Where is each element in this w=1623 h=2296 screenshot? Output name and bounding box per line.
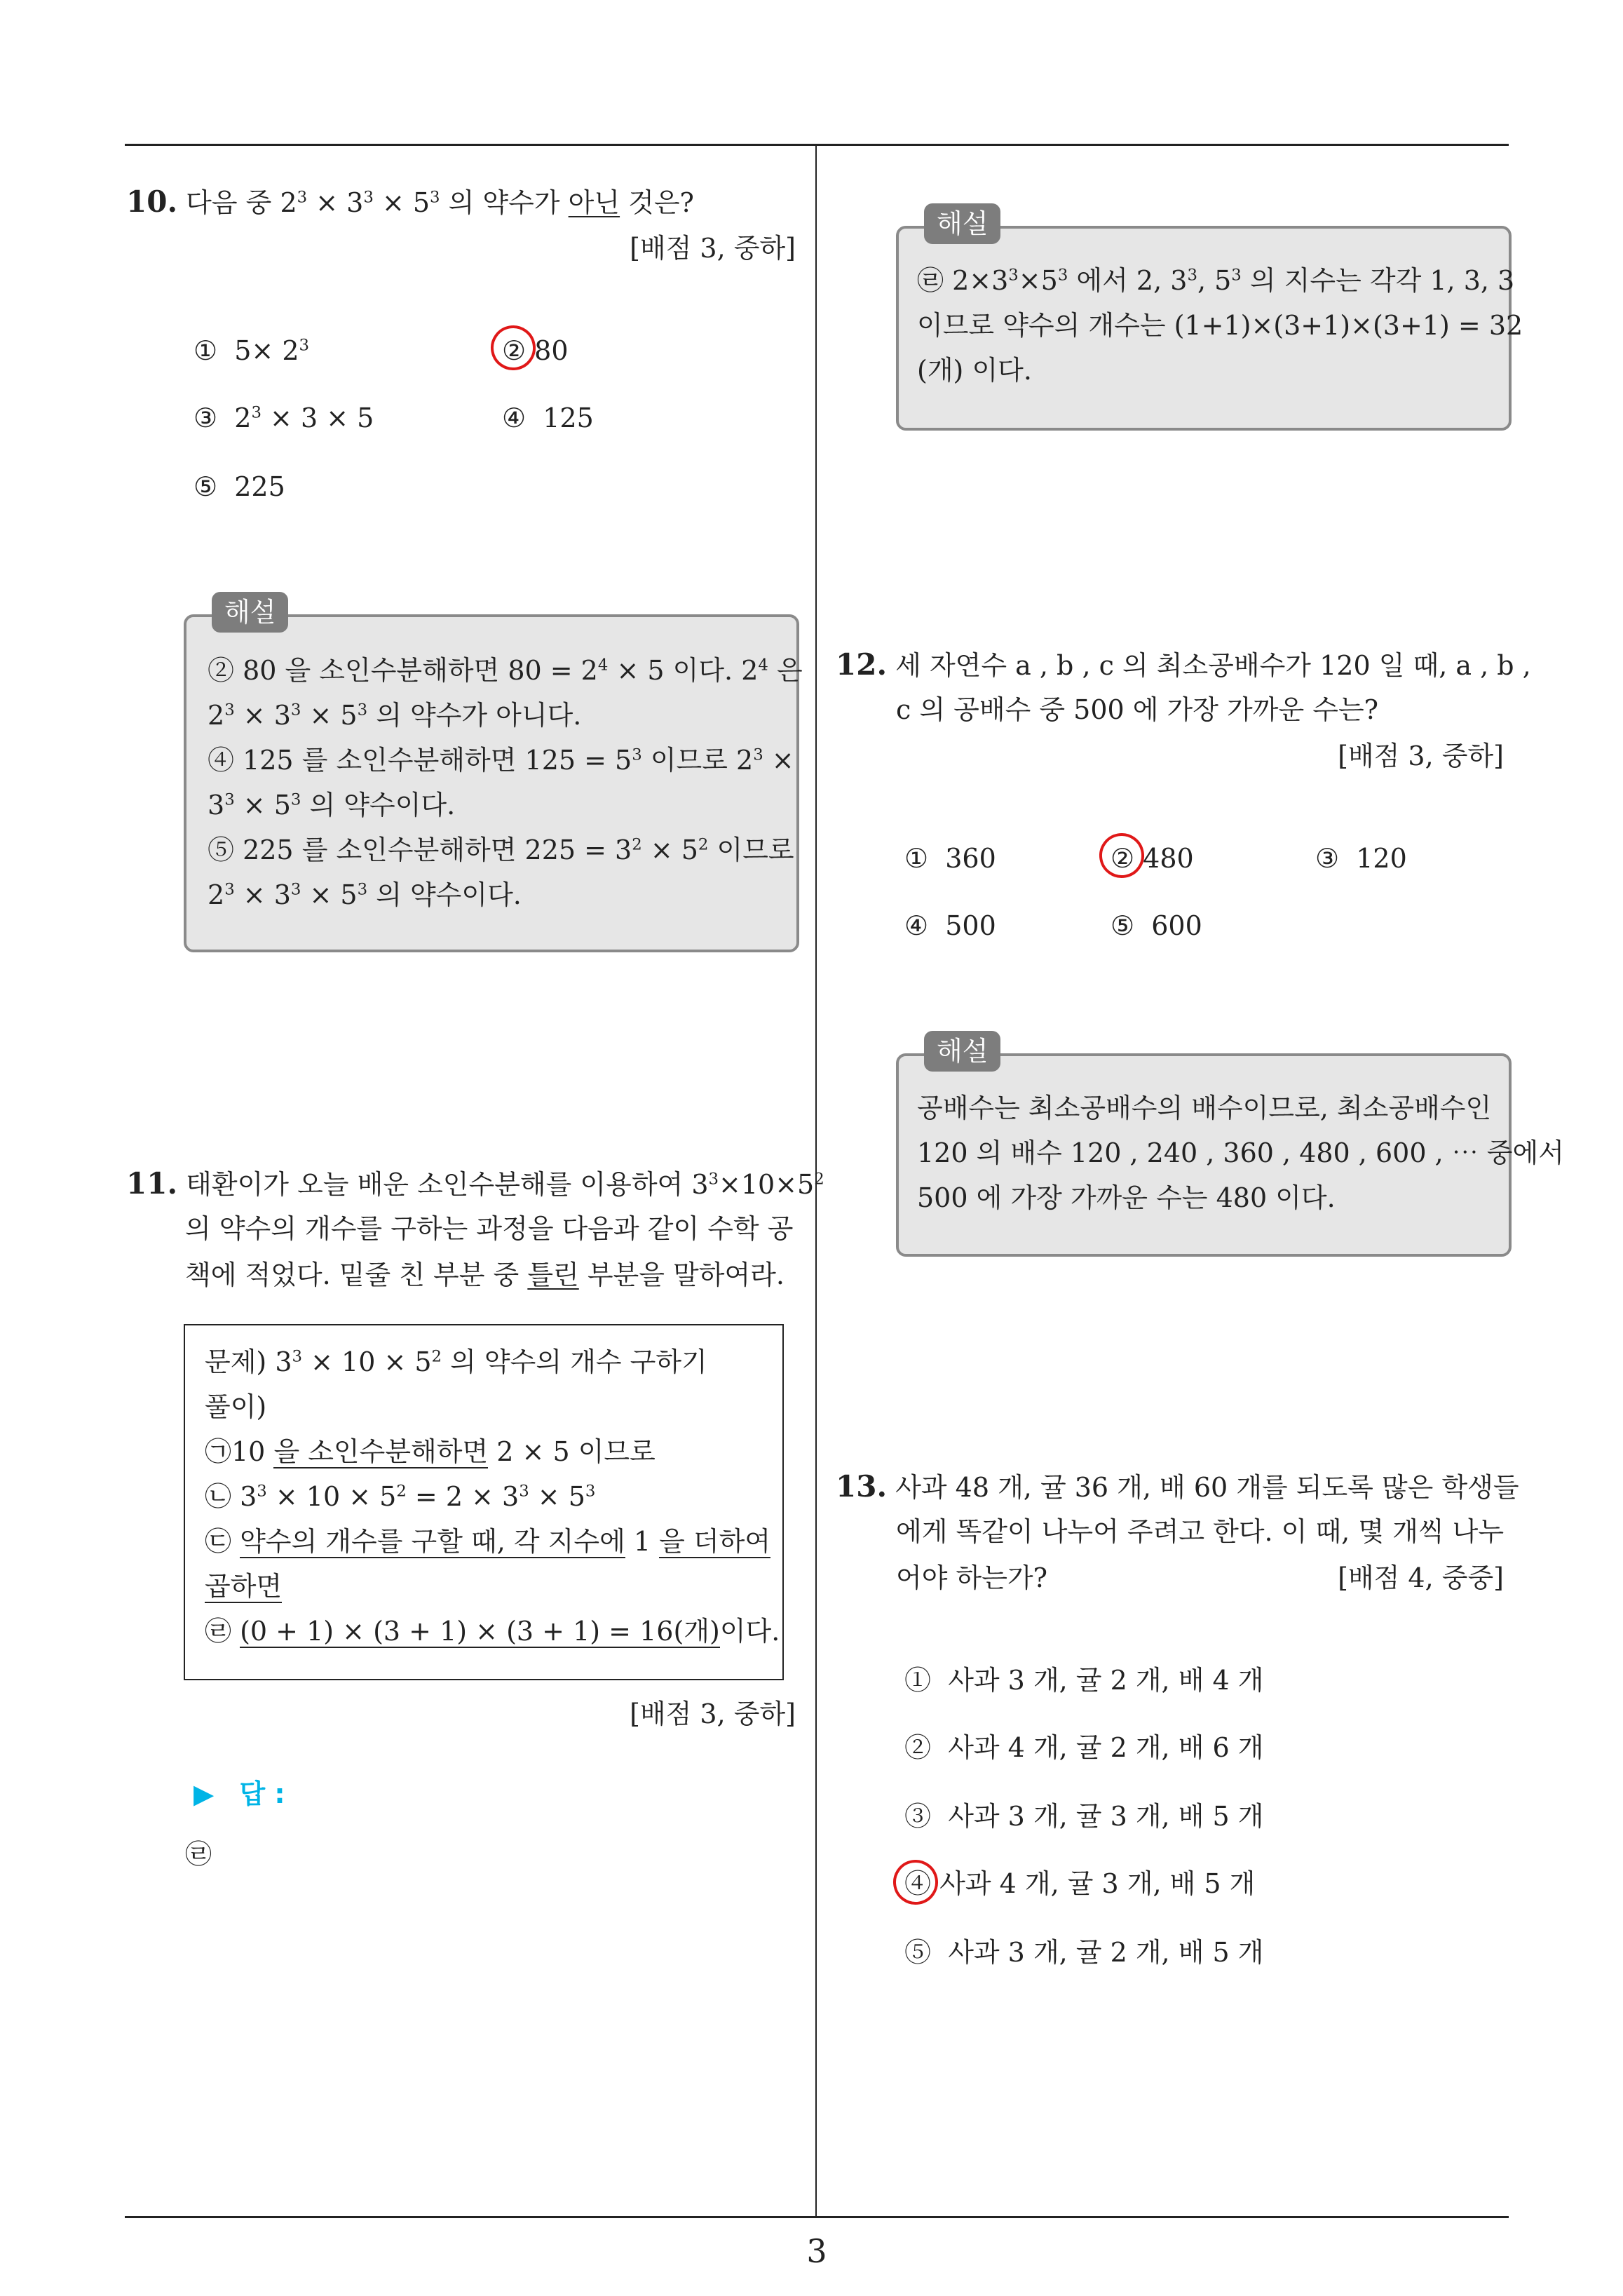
q10-explanation-tag: 해설 xyxy=(212,592,288,633)
q13-option-5[interactable]: ⑤ 사과 3 개, 귤 2 개, 배 5 개 xyxy=(904,1937,1264,1968)
side-explanation-tag: 해설 xyxy=(924,203,1000,244)
q12-option-2[interactable]: ② 480 xyxy=(1111,843,1194,874)
q12-explanation-text: 공배수는 최소공배수의 배수이므로, 최소공배수인 120 의 배수 120 , 240 , 360 , 480 , 600 , ⋯ 중에서 500 에 가장 가까운 수는 480 이다. xyxy=(917,1093,1564,1213)
q10-stem: 10. 다음 중 $2^3 \times 3^3 \times 5^3$ 의 약수가 아닌 것은? xyxy=(126,184,694,219)
answer-label: 답 : xyxy=(239,1778,285,1809)
q13-stem-line1: 13. 사과 48 개, 귤 36 개, 배 60 개를 되도록 많은 학생들 xyxy=(836,1469,1519,1504)
q11-answer: ㉣ xyxy=(185,1839,212,1870)
q10-option-3[interactable]: ③ $2^3 \times 3 \times 5$ xyxy=(193,403,374,433)
q13-stem-line2: 에게 똑같이 나누어 주려고 한다. 이 때, 몇 개씩 나누 xyxy=(896,1516,1505,1547)
q11-answer-row xyxy=(193,1773,285,1815)
q12-explanation-tag: 해설 xyxy=(924,1031,1000,1072)
q11-solution-text: 문제) $3^3 \times 10 \times 5^2$ 의 약수의 개수 구하기 풀이) ㉠10 을 소인수분해하면 2 × 5 이므로 ㉡ $3^3 \times 10 \times 5^2 = 2 \times 3^3 \times 5^3$ ㉢ 약수의 개수를 구할 때, 각 지수에 1 을 더하여 곱하면 ㉣ (0 + 1) × (3 + 1) × (3 + 1) = 16(개)이다. xyxy=(205,1346,780,1647)
page-number: 3 xyxy=(806,2232,827,2270)
bottom-rule xyxy=(125,2216,1509,2218)
q12-stem-line2: c 의 공배수 중 500 에 가장 가까운 수는? xyxy=(896,694,1379,725)
q13-score: [배점 4, 중중] xyxy=(1338,1562,1504,1593)
q12-option-3[interactable]: ③ 120 xyxy=(1315,843,1407,874)
q11-stem-line3: 책에 적었다. 밑줄 친 부분 중 틀린 부분을 말하여라. xyxy=(185,1260,785,1290)
side-explanation-text: ㉣ $2\times 3^3\times 5^3$ 에서 2, $3^3$, $5^3$ 의 지수는 각각 1, 3, 3 이므로 약수의 개수는 (1+1)×(3+1)×(3+1) = 32 (개) 이다. xyxy=(917,265,1523,386)
top-rule xyxy=(125,144,1509,146)
q13-option-4[interactable]: ④ 사과 4 개, 귤 3 개, 배 5 개 xyxy=(904,1868,1256,1899)
q10-explanation-text: ② 80 을 소인수분해하면 $80 = 2^4 \times 5$ 이다. $2^4$ 은 $2^3 \times 3^3 \times 5^3$ 의 약수가 아니다. ④ 125 를 소인수분해하면 $125 = 5^3$ 이므로 $2^3$ × $3^3 \times 5^3$ 의 약수이다. ⑤ 225 를 소인수분해하면 $225 = 3^2 \times 5^2$ 이므로 $2^3 \times 3^3 \times 5^3$ 의 약수이다. xyxy=(208,655,803,910)
q11-score: [배점 3, 중하] xyxy=(630,1699,796,1729)
q11-stem-line2: 의 약수의 개수를 구하는 과정을 다음과 같이 수학 공 xyxy=(185,1213,794,1244)
q13-option-2[interactable]: ② 사과 4 개, 귤 2 개, 배 6 개 xyxy=(904,1732,1264,1763)
q13-number: 13. xyxy=(836,1469,888,1504)
q11-stem-line1: 11. 태환이가 오늘 배운 소인수분해를 이용하여 $3^3\times 10\times 5^2$ xyxy=(126,1166,824,1201)
q11-number: 11. xyxy=(126,1166,178,1201)
answer-arrow-icon: ▶ xyxy=(193,1778,215,1809)
q13-option-1[interactable]: ① 사과 3 개, 귤 2 개, 배 4 개 xyxy=(904,1665,1264,1696)
q12-option-1[interactable]: ① 360 xyxy=(904,843,996,874)
q10-option-1[interactable]: ① $5\times 2^3$ xyxy=(193,335,310,366)
q12-option-4[interactable]: ④ 500 xyxy=(904,910,996,941)
q12-option-5[interactable]: ⑤ 600 xyxy=(1111,910,1202,941)
q13-option-3[interactable]: ③ 사과 3 개, 귤 3 개, 배 5 개 xyxy=(904,1801,1264,1832)
q12-number: 12. xyxy=(836,647,888,682)
q10-number: 10. xyxy=(126,184,178,219)
q13-stem-line3: 어야 하는가? xyxy=(896,1562,1047,1593)
q10-option-5[interactable]: ⑤ 225 xyxy=(193,471,285,502)
q10-underlined: 아닌 xyxy=(568,187,620,218)
q10-option-4[interactable]: ④ 125 xyxy=(502,403,594,433)
q10-score: [배점 3, 중하] xyxy=(630,233,796,264)
q12-score: [배점 3, 중하] xyxy=(1338,741,1504,771)
q10-option-2[interactable]: ② 80 xyxy=(502,335,569,366)
q12-stem-line1: 12. 세 자연수 a , b , c 의 최소공배수가 120 일 때, a , b , xyxy=(836,647,1531,682)
